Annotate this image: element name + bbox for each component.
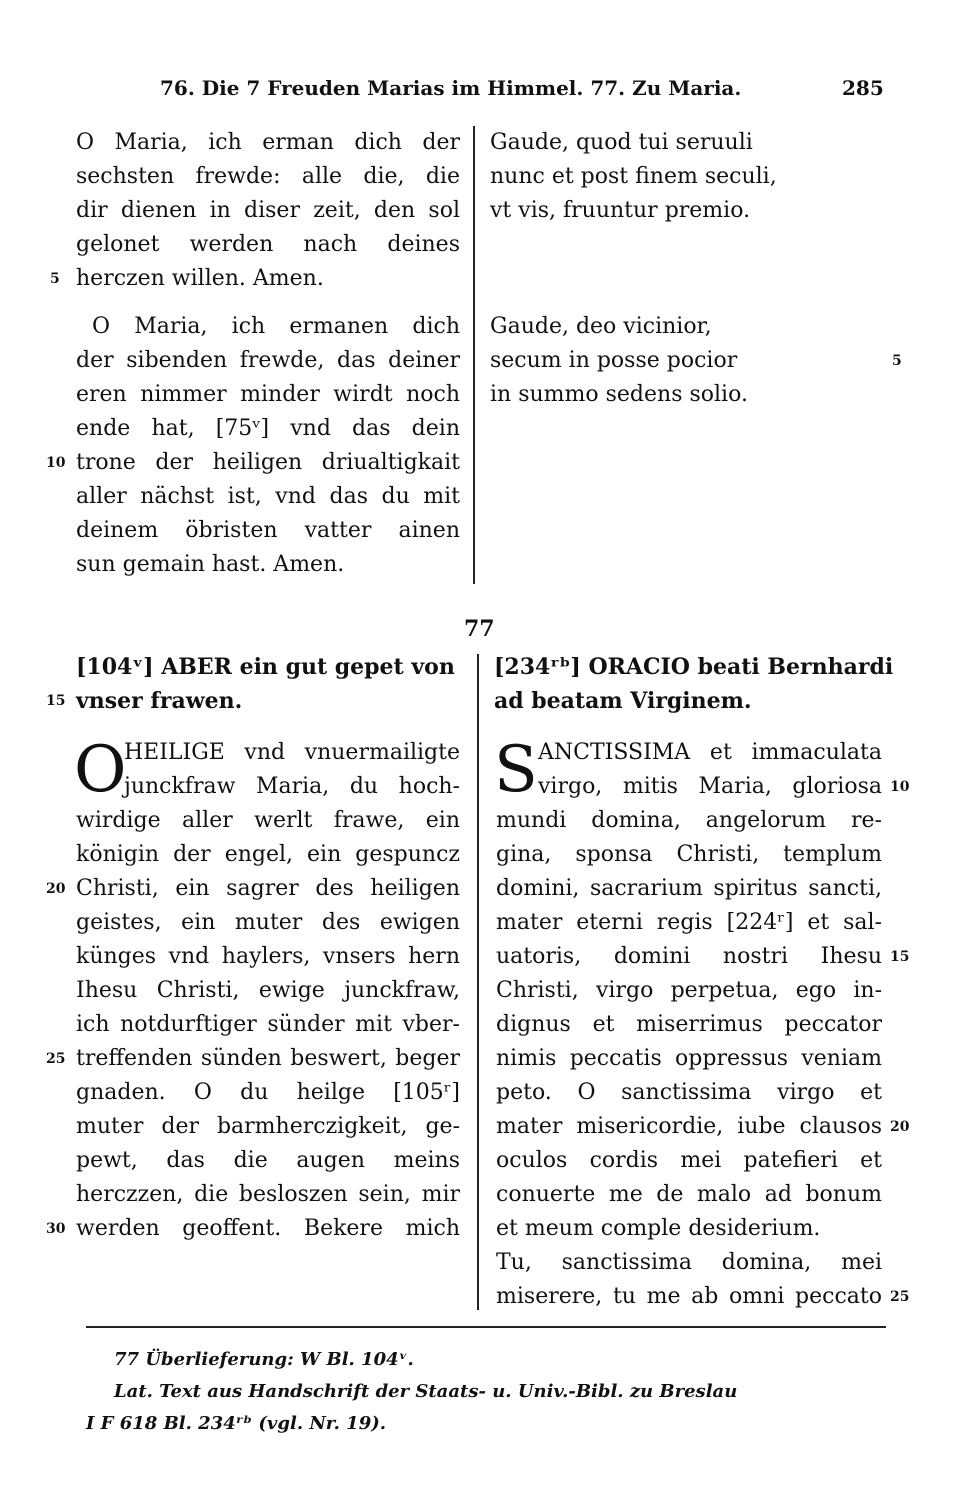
text-line: wirdige aller werlt frawe, ein — [76, 808, 460, 833]
line-number: 5 — [50, 271, 60, 287]
text-line: miserere, tu me ab omni peccato — [496, 1284, 882, 1309]
text-line: mater eterni regis [224ʳ] et sal- — [496, 910, 882, 935]
text-line: der sibenden frewde, das deiner — [76, 348, 460, 373]
text-line: sun gemain hast. Amen. — [76, 552, 345, 577]
running-title: 76. Die 7 Freuden Marias im Himmel. 77. Zu Maria. — [160, 76, 742, 100]
line-number: 25 — [46, 1051, 66, 1067]
text-line: HEILIGE vnd vnuermailigte — [124, 740, 460, 765]
text-line: sechsten frewde: alle die, die — [76, 164, 460, 189]
text-line: vt vis, fruuntur premio. — [490, 198, 751, 223]
text-line: Christi, ein sagrer des heiligen — [76, 876, 460, 901]
section-number: 77 — [464, 616, 495, 642]
text-line: werden geoffent. Bekere mich — [76, 1216, 460, 1241]
footnote-line: Lat. Text aus Handschrift der Staats- u. Univ.-Bibl. zu Breslau — [114, 1381, 738, 1402]
line-number: 10 — [890, 779, 910, 795]
text-line: secum in posse pocior — [490, 348, 738, 373]
text-line: Ihesu Christi, ewige junckfraw, — [76, 978, 460, 1003]
line-number: 30 — [46, 1221, 66, 1237]
text-line: conuerte me de malo ad bonum — [496, 1182, 882, 1207]
footnote-line: 77 Überlieferung: W Bl. 104ᵛ. — [114, 1349, 414, 1370]
text-line: ende hat, [75ᵛ] vnd das dein — [76, 416, 460, 441]
text-line: virgo, mitis Maria, gloriosa — [538, 774, 882, 799]
text-line: domini, sacrarium spiritus sancti, — [496, 876, 882, 901]
line-number: 15 — [890, 949, 910, 965]
text-line: pewt, das die augen meins — [76, 1148, 460, 1173]
text-line: treffenden sünden beswert, beger — [76, 1046, 460, 1071]
footnote-line: I F 618 Bl. 234ʳᵇ (vgl. Nr. 19). — [86, 1413, 386, 1434]
drop-cap: O — [74, 733, 127, 807]
text-line: mundi domina, angelorum re- — [496, 808, 882, 833]
text-line: Gaude, deo vicinior, — [490, 314, 712, 339]
text-line: gnaden. O du heilge [105ʳ] — [76, 1080, 460, 1105]
text-line: Gaude, quod tui seruuli — [490, 130, 753, 155]
text-line: nunc et post finem seculi, — [490, 164, 777, 189]
page-number: 285 — [842, 76, 884, 100]
line-number: 5 — [892, 353, 902, 369]
line-number: 15 — [46, 693, 66, 709]
text-line: O Maria, ich ermanen dich — [92, 314, 460, 339]
text-line: dignus et miserrimus peccator — [496, 1012, 882, 1037]
text-line: mater misericordie, iube clausos — [496, 1114, 882, 1139]
text-line: gelonet werden nach deines — [76, 232, 460, 257]
text-line: O Maria, ich erman dich der — [76, 130, 460, 155]
section-heading: ad beatam Virginem. — [494, 688, 752, 714]
text-line: oculos cordis mei patefieri et — [496, 1148, 882, 1173]
text-line: trone der heiligen driualtigkait — [76, 450, 460, 475]
text-line: muter der barmherczigkeit, ge- — [76, 1114, 460, 1139]
section-heading: [104ᵛ] ABER ein gut gepet von — [76, 654, 455, 680]
column-divider — [473, 126, 475, 584]
text-line: königin der engel, ein gespuncz — [76, 842, 460, 867]
text-line: Christi, virgo perpetua, ego in- — [496, 978, 882, 1003]
line-number: 10 — [46, 455, 66, 471]
text-line: et meum comple desiderium. — [496, 1216, 821, 1241]
line-number: 25 — [890, 1289, 910, 1305]
text-line: herczen willen. Amen. — [76, 266, 324, 291]
text-line: herczzen, die besloszen sein, mir — [76, 1182, 460, 1207]
footnote-rule — [86, 1326, 886, 1328]
text-line: uatoris, domini nostri Ihesu — [496, 944, 882, 969]
text-line: dir dienen in diser zeit, den sol — [76, 198, 460, 223]
text-line: künges vnd haylers, vnsers hern — [76, 944, 460, 969]
text-line: gina, sponsa Christi, templum — [496, 842, 882, 867]
text-line: geistes, ein muter des ewigen — [76, 910, 460, 935]
text-line: nimis peccatis oppressus veniam — [496, 1046, 882, 1071]
text-line: deinem öbristen vatter ainen — [76, 518, 460, 543]
text-line: ich notdurftiger sünder mit vber- — [76, 1012, 460, 1037]
text-line: aller nächst ist, vnd das du mit — [76, 484, 460, 509]
text-line: junckfraw Maria, du hoch- — [124, 774, 460, 799]
line-number: 20 — [890, 1119, 910, 1135]
section-heading: [234ʳᵇ] ORACIO beati Bernhardi — [494, 654, 894, 680]
section-heading: vnser frawen. — [76, 688, 243, 714]
text-line: peto. O sanctissima virgo et — [496, 1080, 882, 1105]
line-number: 20 — [46, 881, 66, 897]
text-line: Tu, sanctissima domina, mei — [496, 1250, 882, 1275]
text-line: eren nimmer minder wirdt noch — [76, 382, 460, 407]
text-line: ANCTISSIMA et immaculata — [538, 740, 882, 765]
column-divider — [477, 654, 479, 1310]
text-line: in summo sedens solio. — [490, 382, 748, 407]
drop-cap: S — [494, 733, 538, 807]
running-header — [0, 76, 960, 106]
